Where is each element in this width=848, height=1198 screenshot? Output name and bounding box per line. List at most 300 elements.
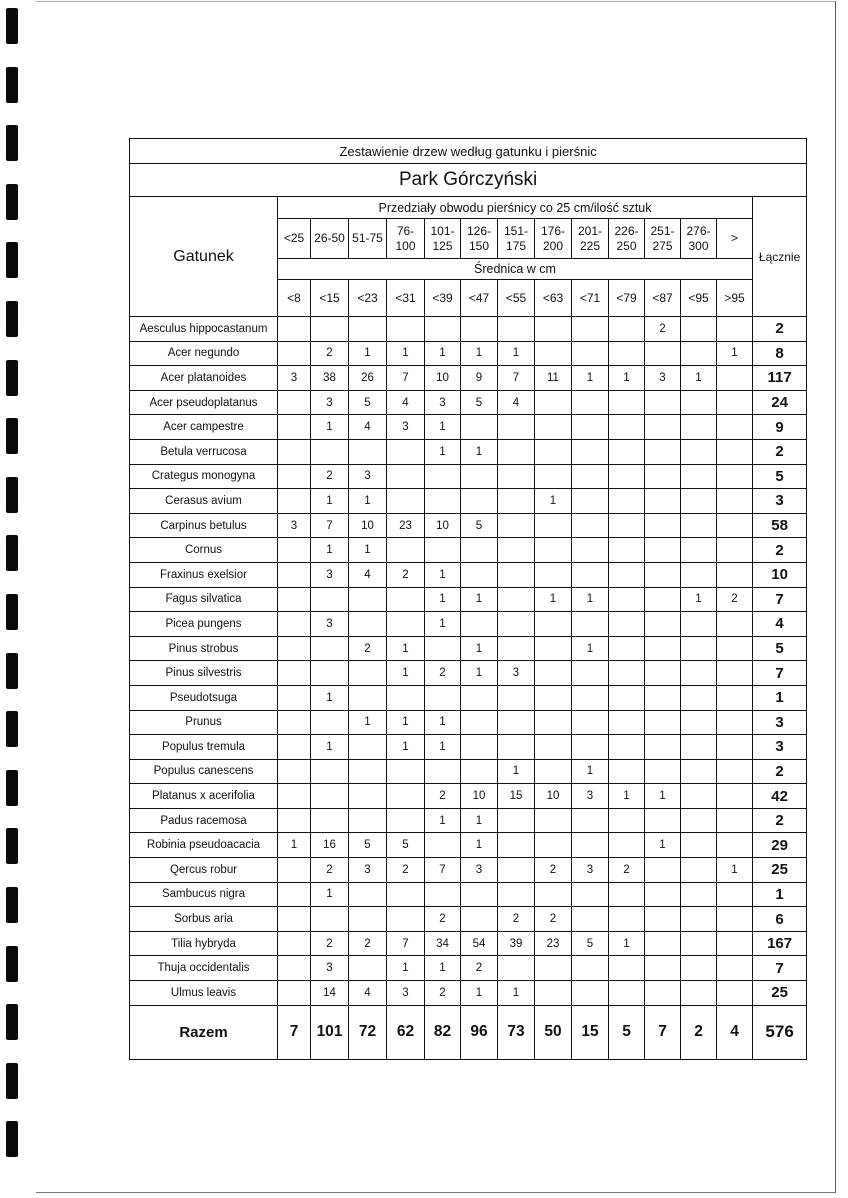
count-cell: 7 (498, 366, 535, 391)
count-cell (311, 759, 349, 784)
diameter-header-cell: <47 (461, 280, 498, 317)
count-cell (498, 685, 535, 710)
count-cell (498, 513, 535, 538)
count-cell: 2 (387, 858, 425, 883)
count-cell: 2 (498, 907, 535, 932)
count-cell (535, 735, 572, 760)
count-cell (535, 759, 572, 784)
count-cell (461, 710, 498, 735)
count-cell: 16 (311, 833, 349, 858)
count-cell (278, 341, 311, 366)
count-cell (461, 538, 498, 563)
count-cell: 1 (425, 341, 461, 366)
count-cell: 5 (349, 833, 387, 858)
sum-count-cell: 82 (425, 1005, 461, 1059)
count-cell (609, 735, 645, 760)
range-header-cell (387, 219, 425, 259)
table-row (130, 858, 807, 883)
count-cell (681, 317, 717, 342)
count-cell (645, 612, 681, 637)
count-cell (498, 538, 535, 563)
count-cell: 1 (681, 366, 717, 391)
diameter-header-cell: <63 (535, 280, 572, 317)
count-cell (278, 931, 311, 956)
count-cell (278, 882, 311, 907)
species-name-cell: Padus racemosa (130, 808, 278, 833)
count-cell (535, 341, 572, 366)
count-cell (645, 956, 681, 981)
count-cell (311, 907, 349, 932)
count-cell: 2 (311, 341, 349, 366)
count-cell (535, 538, 572, 563)
count-cell (717, 317, 753, 342)
count-cell (461, 759, 498, 784)
count-cell: 1 (425, 956, 461, 981)
count-cell: 1 (645, 833, 681, 858)
count-cell (717, 882, 753, 907)
count-cell: 11 (535, 366, 572, 391)
count-cell: 1 (311, 415, 349, 440)
diameter-header-cell: <31 (387, 280, 425, 317)
count-cell (681, 562, 717, 587)
count-cell (425, 636, 461, 661)
count-cell: 1 (349, 341, 387, 366)
count-cell (278, 858, 311, 883)
range-label-part: 250 (616, 238, 637, 253)
count-cell: 2 (461, 956, 498, 981)
sum-count-cell: 15 (572, 1005, 609, 1059)
row-total-cell: 8 (753, 341, 807, 366)
count-cell: 3 (461, 858, 498, 883)
diameter-header-cell: <15 (311, 280, 349, 317)
count-cell (645, 636, 681, 661)
count-cell (717, 489, 753, 514)
count-cell: 1 (349, 710, 387, 735)
count-cell: 10 (425, 513, 461, 538)
count-cell: 7 (311, 513, 349, 538)
table-row (130, 685, 807, 710)
range-header-cell (535, 219, 572, 259)
count-cell (645, 390, 681, 415)
count-cell (425, 489, 461, 514)
table-row (130, 661, 807, 686)
count-cell (349, 661, 387, 686)
count-cell: 2 (535, 907, 572, 932)
count-cell: 5 (461, 390, 498, 415)
count-cell (609, 710, 645, 735)
total-column-header: Łącznie (753, 197, 807, 317)
range-label-part: 125 (432, 238, 453, 253)
count-cell: 54 (461, 931, 498, 956)
count-cell (535, 439, 572, 464)
count-cell: 1 (387, 956, 425, 981)
count-cell (572, 907, 609, 932)
range-label-part: 251- (650, 223, 675, 238)
table-row (130, 612, 807, 637)
count-cell (572, 661, 609, 686)
count-cell (609, 907, 645, 932)
row-total-cell: 25 (753, 981, 807, 1006)
table-row (130, 587, 807, 612)
count-cell (387, 317, 425, 342)
species-name-cell: Acer platanoides (130, 366, 278, 391)
row-total-cell: 2 (753, 808, 807, 833)
range-header-cell (278, 219, 311, 259)
sum-row (130, 1005, 807, 1059)
count-cell (645, 685, 681, 710)
range-header-cell (461, 219, 498, 259)
count-cell (681, 636, 717, 661)
count-cell: 4 (387, 390, 425, 415)
count-cell (645, 907, 681, 932)
range-label-part: 151- (503, 223, 529, 238)
species-name-cell: Cornus (130, 538, 278, 563)
species-name-cell: Tilia hybryda (130, 931, 278, 956)
count-cell: 3 (278, 513, 311, 538)
count-cell (278, 390, 311, 415)
binding-hole (6, 594, 18, 630)
range-header-cell (311, 219, 349, 259)
range-label-part: 276- (686, 223, 711, 238)
count-cell (278, 759, 311, 784)
table-row (130, 366, 807, 391)
count-cell (572, 833, 609, 858)
count-cell (387, 808, 425, 833)
count-cell (681, 759, 717, 784)
count-cell (425, 538, 461, 563)
count-cell (425, 464, 461, 489)
table-row (130, 956, 807, 981)
count-cell (278, 587, 311, 612)
species-name-cell: Prunus (130, 710, 278, 735)
count-cell: 1 (425, 587, 461, 612)
diameter-header-cell: <79 (609, 280, 645, 317)
row-total-cell: 58 (753, 513, 807, 538)
binding-holes (6, 0, 20, 1198)
count-cell (498, 612, 535, 637)
count-cell (278, 685, 311, 710)
table-row (130, 513, 807, 538)
binding-hole (6, 828, 18, 864)
count-cell (681, 538, 717, 563)
count-cell (572, 317, 609, 342)
count-cell (609, 415, 645, 440)
count-cell: 10 (535, 784, 572, 809)
count-cell: 3 (572, 784, 609, 809)
species-name-cell: Sambucus nigra (130, 882, 278, 907)
binding-hole (6, 418, 18, 454)
count-cell (645, 931, 681, 956)
species-name-cell: Crategus monogyna (130, 464, 278, 489)
count-cell (681, 415, 717, 440)
count-cell: 1 (681, 587, 717, 612)
species-name-cell: Qercus robur (130, 858, 278, 883)
count-cell (609, 636, 645, 661)
count-cell (681, 439, 717, 464)
count-cell (535, 636, 572, 661)
row-total-cell: 5 (753, 464, 807, 489)
count-cell (349, 685, 387, 710)
count-cell: 4 (349, 981, 387, 1006)
range-label-part: 225 (579, 238, 601, 253)
count-cell: 1 (311, 489, 349, 514)
count-cell: 3 (645, 366, 681, 391)
count-cell: 1 (498, 759, 535, 784)
binding-hole (6, 653, 18, 689)
count-cell (572, 685, 609, 710)
count-cell: 3 (311, 612, 349, 637)
count-cell: 1 (425, 808, 461, 833)
species-name-cell: Picea pungens (130, 612, 278, 637)
binding-hole (6, 1063, 18, 1099)
count-cell: 2 (425, 661, 461, 686)
count-cell (681, 685, 717, 710)
range-header-cell (498, 219, 535, 259)
count-cell (645, 587, 681, 612)
count-cell (278, 538, 311, 563)
range-label-part: 101- (430, 223, 455, 238)
table-row (130, 464, 807, 489)
count-cell (681, 612, 717, 637)
count-cell (461, 317, 498, 342)
count-cell: 34 (425, 931, 461, 956)
range-header-cell (425, 219, 461, 259)
count-cell: 7 (425, 858, 461, 883)
count-cell (717, 710, 753, 735)
count-cell (461, 685, 498, 710)
count-cell (278, 636, 311, 661)
count-cell (498, 808, 535, 833)
count-cell (278, 981, 311, 1006)
count-cell (681, 833, 717, 858)
count-cell (645, 415, 681, 440)
count-cell (387, 587, 425, 612)
count-cell (717, 636, 753, 661)
count-cell (498, 882, 535, 907)
row-total-cell: 2 (753, 439, 807, 464)
row-total-cell: 29 (753, 833, 807, 858)
count-cell: 2 (349, 636, 387, 661)
count-cell (349, 784, 387, 809)
count-cell (717, 562, 753, 587)
row-total-cell: 24 (753, 390, 807, 415)
count-cell (498, 464, 535, 489)
count-cell (717, 390, 753, 415)
count-cell (387, 759, 425, 784)
range-label-part: 226- (614, 223, 639, 238)
count-cell: 1 (387, 661, 425, 686)
count-cell (572, 341, 609, 366)
table-row (130, 562, 807, 587)
count-cell (645, 489, 681, 514)
count-cell (535, 882, 572, 907)
count-cell: 3 (311, 562, 349, 587)
species-name-cell: Betula verrucosa (130, 439, 278, 464)
count-cell: 1 (609, 784, 645, 809)
count-cell (387, 685, 425, 710)
count-cell (387, 489, 425, 514)
count-cell: 1 (349, 538, 387, 563)
species-name-cell: Populus canescens (130, 759, 278, 784)
count-cell: 3 (387, 981, 425, 1006)
count-cell: 5 (572, 931, 609, 956)
count-cell (461, 415, 498, 440)
count-cell: 3 (311, 390, 349, 415)
row-total-cell: 4 (753, 612, 807, 637)
count-cell: 3 (572, 858, 609, 883)
count-cell: 1 (572, 366, 609, 391)
range-label-part: > (730, 231, 738, 245)
count-cell (609, 538, 645, 563)
count-cell (278, 439, 311, 464)
table-row (130, 538, 807, 563)
species-column-header: Gatunek (130, 197, 278, 317)
count-cell (645, 439, 681, 464)
count-cell (535, 562, 572, 587)
table-row (130, 489, 807, 514)
count-cell (278, 784, 311, 809)
count-cell (498, 439, 535, 464)
count-cell (645, 858, 681, 883)
range-label-part: 51-75 (352, 231, 383, 245)
count-cell (717, 366, 753, 391)
row-total-cell: 3 (753, 489, 807, 514)
count-cell: 2 (311, 931, 349, 956)
count-cell: 10 (425, 366, 461, 391)
count-cell (278, 612, 311, 637)
species-name-cell: Platanus x acerifolia (130, 784, 278, 809)
count-cell: 5 (349, 390, 387, 415)
count-cell (645, 661, 681, 686)
count-cell (681, 710, 717, 735)
count-cell (349, 612, 387, 637)
count-cell (498, 833, 535, 858)
count-cell (349, 882, 387, 907)
count-cell: 1 (461, 636, 498, 661)
count-cell (681, 808, 717, 833)
count-cell (717, 439, 753, 464)
count-cell (425, 882, 461, 907)
table-row (130, 390, 807, 415)
count-cell (498, 317, 535, 342)
count-cell (609, 956, 645, 981)
count-cell (645, 538, 681, 563)
count-cell (645, 562, 681, 587)
count-cell (498, 858, 535, 883)
row-total-cell: 117 (753, 366, 807, 391)
count-cell (609, 981, 645, 1006)
count-cell (609, 759, 645, 784)
range-label-part: 300 (688, 238, 709, 253)
count-cell (387, 464, 425, 489)
species-name-cell: Thuja occidentalis (130, 956, 278, 981)
count-cell: 1 (425, 415, 461, 440)
sum-count-cell: 96 (461, 1005, 498, 1059)
table-row (130, 981, 807, 1006)
range-label-part: 200 (542, 238, 564, 253)
table-row (130, 735, 807, 760)
species-name-cell: Pinus silvestris (130, 661, 278, 686)
count-cell (572, 735, 609, 760)
binding-hole (6, 770, 18, 806)
count-cell: 1 (425, 735, 461, 760)
count-cell (572, 390, 609, 415)
table-row (130, 710, 807, 735)
count-cell: 1 (461, 981, 498, 1006)
count-cell: 1 (425, 612, 461, 637)
diameter-header-cell: <87 (645, 280, 681, 317)
count-cell (572, 489, 609, 514)
count-cell: 4 (349, 562, 387, 587)
count-cell: 9 (461, 366, 498, 391)
grand-total-cell: 576 (753, 1005, 807, 1059)
count-cell (572, 439, 609, 464)
species-name-cell: Acer negundo (130, 341, 278, 366)
count-cell (609, 882, 645, 907)
count-cell (681, 981, 717, 1006)
count-cell (681, 956, 717, 981)
diameter-header-cell: >95 (717, 280, 753, 317)
count-cell: 10 (349, 513, 387, 538)
count-cell (278, 956, 311, 981)
row-total-cell: 2 (753, 317, 807, 342)
range-label-part: 201- (577, 223, 603, 238)
diameter-header: Średnica w cm (278, 259, 753, 280)
count-cell: 1 (609, 931, 645, 956)
count-cell: 1 (535, 489, 572, 514)
count-cell (572, 538, 609, 563)
row-total-cell: 25 (753, 858, 807, 883)
diameter-header-cell: <23 (349, 280, 387, 317)
count-cell (645, 882, 681, 907)
count-cell: 1 (425, 562, 461, 587)
count-cell (311, 808, 349, 833)
count-cell (645, 464, 681, 489)
count-cell (717, 808, 753, 833)
count-cell: 2 (425, 784, 461, 809)
count-cell (609, 513, 645, 538)
count-cell: 1 (311, 882, 349, 907)
row-total-cell: 2 (753, 538, 807, 563)
count-cell (535, 513, 572, 538)
count-cell (681, 735, 717, 760)
species-name-cell: Pinus strobus (130, 636, 278, 661)
count-cell (498, 636, 535, 661)
count-cell: 14 (311, 981, 349, 1006)
count-cell: 5 (461, 513, 498, 538)
species-name-cell: Pseudotsuga (130, 685, 278, 710)
count-cell (609, 685, 645, 710)
sum-count-cell: 101 (311, 1005, 349, 1059)
count-cell: 3 (425, 390, 461, 415)
count-cell: 1 (498, 981, 535, 1006)
count-cell (349, 317, 387, 342)
range-header-cell (681, 219, 717, 259)
count-cell (572, 612, 609, 637)
count-cell (461, 612, 498, 637)
count-cell (681, 931, 717, 956)
count-cell (535, 710, 572, 735)
count-cell (498, 489, 535, 514)
count-cell: 1 (535, 587, 572, 612)
count-cell (645, 513, 681, 538)
row-total-cell: 3 (753, 735, 807, 760)
count-cell (717, 685, 753, 710)
count-cell (645, 710, 681, 735)
range-header-cell (645, 219, 681, 259)
count-cell (311, 636, 349, 661)
count-cell: 1 (498, 341, 535, 366)
